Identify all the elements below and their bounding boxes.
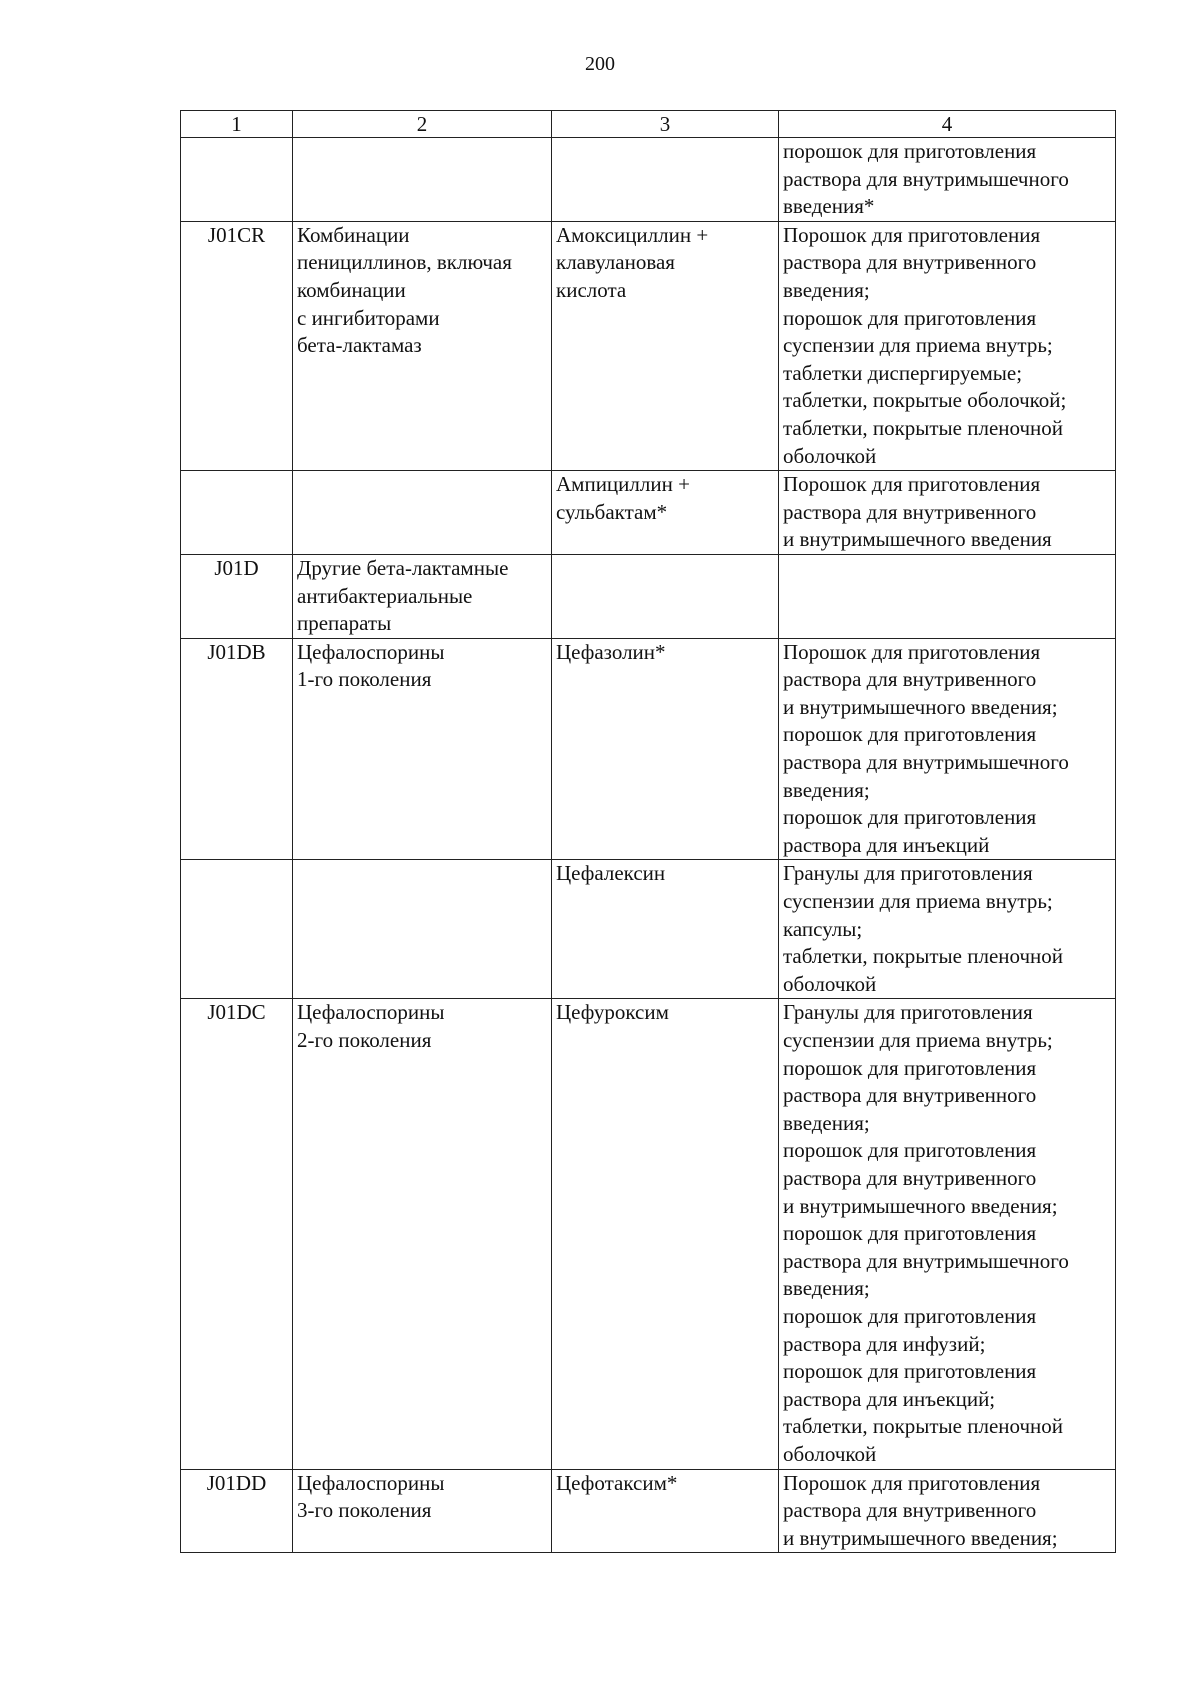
table-row	[181, 471, 1116, 555]
drug-name-cell: Ампициллин + сульбактам*	[552, 471, 779, 555]
dosage-forms-cell: Гранулы для приготовления суспензии для приема внутрь; капсулы; таблетки, покрытые пленочной оболочкой	[779, 860, 1116, 999]
pharmacological-group-cell: Цефалоспорины 1-го поколения	[293, 638, 552, 860]
pharmacological-group-cell: Цефалоспорины 2-го поколения	[293, 999, 552, 1469]
drug-name-cell: Амоксициллин + клавулановая кислота	[552, 221, 779, 470]
atc-code-cell	[181, 860, 293, 999]
drug-name-cell	[552, 138, 779, 222]
column-header-3: 3	[552, 111, 779, 138]
column-header-1: 1	[181, 111, 293, 138]
dosage-forms-cell: порошок для приготовления раствора для внутримышечного введения*	[779, 138, 1116, 222]
atc-code-cell: J01DD	[181, 1469, 293, 1553]
drug-name-cell: Цефалексин	[552, 860, 779, 999]
dosage-forms-cell: Порошок для приготовления раствора для внутривенного и внутримышечного введения	[779, 471, 1116, 555]
pharmacological-group-cell: Цефалоспорины 3-го поколения	[293, 1469, 552, 1553]
table-row	[181, 221, 1116, 470]
dosage-forms-cell	[779, 554, 1116, 638]
table-row	[181, 638, 1116, 860]
pharmacological-group-cell	[293, 860, 552, 999]
drug-name-cell: Цефотаксим*	[552, 1469, 779, 1553]
column-header-2: 2	[293, 111, 552, 138]
atc-code-cell	[181, 471, 293, 555]
pharmacological-group-cell	[293, 138, 552, 222]
table-row	[181, 860, 1116, 999]
table-row	[181, 1469, 1116, 1553]
table-row	[181, 999, 1116, 1469]
table-header-row	[181, 111, 1116, 138]
pharmacological-group-cell: Другие бета-лактамные антибактериальные препараты	[293, 554, 552, 638]
atc-code-cell: J01DB	[181, 638, 293, 860]
drug-name-cell	[552, 554, 779, 638]
atc-code-cell	[181, 138, 293, 222]
drug-name-cell: Цефуроксим	[552, 999, 779, 1469]
table-row	[181, 138, 1116, 222]
drug-table	[180, 110, 1116, 1553]
pharmacological-group-cell: Комбинации пенициллинов, включая комбинации с ингибиторами бета-лактамаз	[293, 221, 552, 470]
dosage-forms-cell: Порошок для приготовления раствора для внутривенного и внутримышечного введения; порошок для приготовления раствора для внутримышечного введения; порошок для приготовления раствора для инъекций	[779, 638, 1116, 860]
column-header-4: 4	[779, 111, 1116, 138]
atc-code-cell: J01DC	[181, 999, 293, 1469]
dosage-forms-cell: Гранулы для приготовления суспензии для приема внутрь; порошок для приготовления раствора для внутривенного введения; порошок для приготовления раствора для внутривенного и внутримышечного введения; порошок для приготовления раствора для внутримышечного введения; порошок для приготовления раствора для инфузий; порошок для приготовления раствора для инъекций; таблетки, покрытые пленочной оболочкой	[779, 999, 1116, 1469]
dosage-forms-cell: Порошок для приготовления раствора для внутривенного введения; порошок для приготовления суспензии для приема внутрь; таблетки диспергируемые; таблетки, покрытые оболочкой; таблетки, покрытые пленочной оболочкой	[779, 221, 1116, 470]
pharmacological-group-cell	[293, 471, 552, 555]
dosage-forms-cell: Порошок для приготовления раствора для внутривенного и внутримышечного введения;	[779, 1469, 1116, 1553]
atc-code-cell: J01D	[181, 554, 293, 638]
atc-code-cell: J01CR	[181, 221, 293, 470]
table-row	[181, 554, 1116, 638]
page-number: 200	[585, 53, 615, 75]
drug-name-cell: Цефазолин*	[552, 638, 779, 860]
